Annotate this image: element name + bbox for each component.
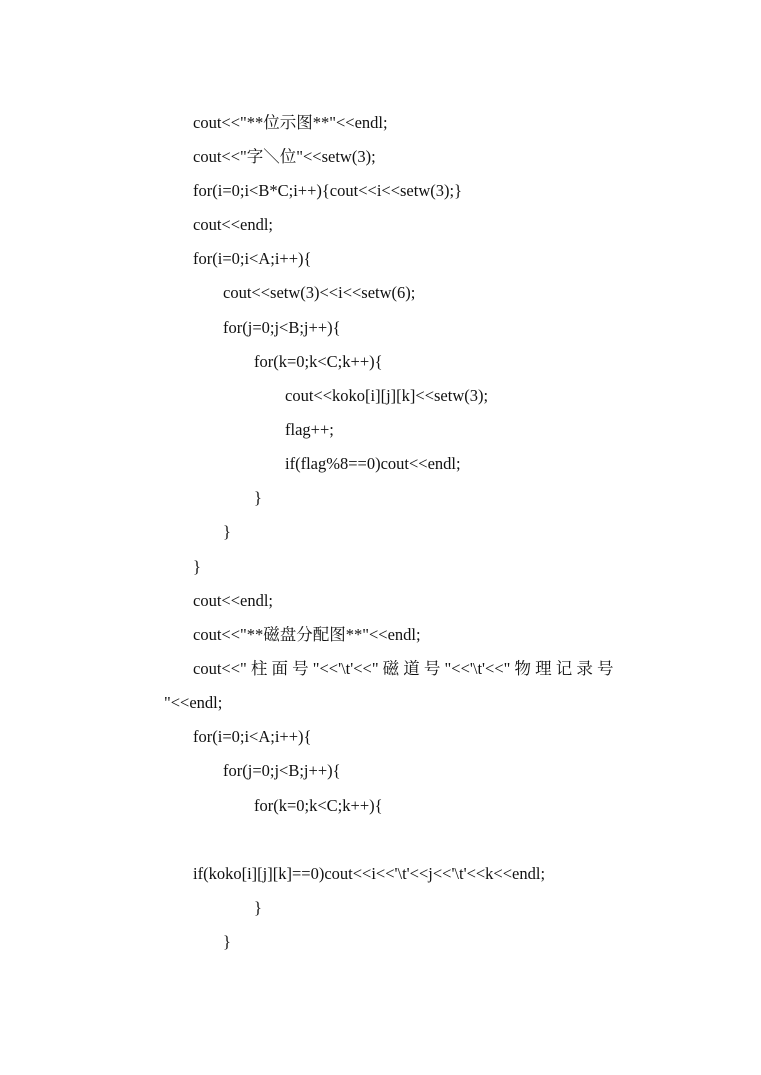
code-line-12: } xyxy=(254,488,262,507)
code-line-1: cout<<"**位示图**"<<endl; xyxy=(193,113,388,132)
code-line-21: for(k=0;k<C;k++){ xyxy=(254,796,383,815)
code-line-15: cout<<endl; xyxy=(193,591,274,610)
code-line-22: if(koko[i][j][k]==0)cout<<i<<'\t'<<j<<'\t'<<k<<endl; xyxy=(193,864,546,883)
code-line-14: } xyxy=(193,557,201,576)
code-line-23: } xyxy=(254,898,262,917)
code-line-17: cout<<" 柱 面 号 "<<'\t'<<" 磁 道 号 "<<'\t'<<" 物 理 记 录 号 xyxy=(193,659,614,678)
code-line-16: cout<<"**磁盘分配图**"<<endl; xyxy=(193,625,421,644)
code-line-5: for(i=0;i<A;i++){ xyxy=(193,249,312,268)
code-line-24: } xyxy=(223,932,231,951)
code-line-18: "<<endl; xyxy=(164,693,223,712)
code-line-8: for(k=0;k<C;k++){ xyxy=(254,352,383,371)
code-line-4: cout<<endl; xyxy=(193,215,274,234)
code-line-10: flag++; xyxy=(285,420,334,439)
code-line-13: } xyxy=(223,522,231,541)
code-line-11: if(flag%8==0)cout<<endl; xyxy=(285,454,461,473)
code-line-19: for(i=0;i<A;i++){ xyxy=(193,727,312,746)
code-line-2: cout<<"字＼位"<<setw(3); xyxy=(193,147,376,166)
code-line-6: cout<<setw(3)<<i<<setw(6); xyxy=(223,283,416,302)
code-line-9: cout<<koko[i][j][k]<<setw(3); xyxy=(285,386,489,405)
code-line-20: for(j=0;j<B;j++){ xyxy=(223,761,341,780)
code-line-7: for(j=0;j<B;j++){ xyxy=(223,318,341,337)
code-line-3: for(i=0;i<B*C;i++){cout<<i<<setw(3);} xyxy=(193,181,463,200)
